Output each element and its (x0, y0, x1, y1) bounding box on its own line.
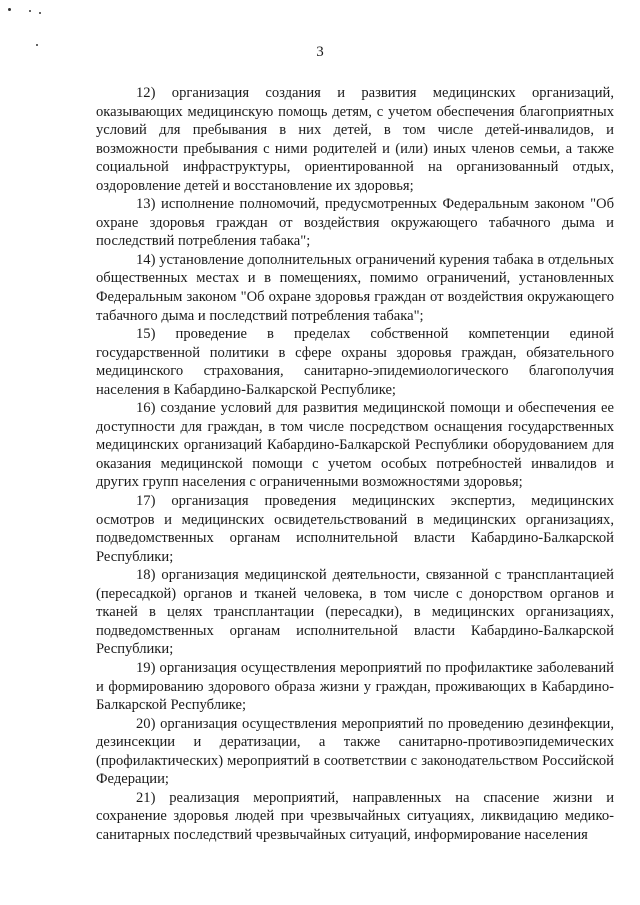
paragraph-item-19: 19) организация осуществления мероприятий по профилактике заболеваний и формированию здорового образа жизни у граждан, проживающих в Кабардино-Балкарской Республике; (96, 659, 614, 714)
document-body (96, 84, 614, 844)
page-number: 3 (316, 44, 324, 60)
paragraph-item-14: 14) установление дополнительных ограничений курения табака в отдельных общественных местах и в помещениях, помимо ограничений, установленных Федеральным законом "Об охране здоровья граждан от воздействия окружающего табачного дыма и последствий потребления табака"; (96, 251, 614, 324)
paragraph-item-21: 21) реализация мероприятий, направленных на спасение жизни и сохранение здоровья людей при чрезвычайных ситуациях, ликвидацию медико-санитарных последствий чрезвычайных ситуаций, информирование населения (96, 789, 614, 843)
paragraph-item-13: 13) исполнение полномочий, предусмотренных Федеральным законом "Об охране здоровья граждан от воздействия окружающего табачного дыма и последствий потребления табака"; (96, 196, 614, 250)
scan-speck (29, 10, 31, 12)
scan-speck (39, 12, 41, 14)
scan-speck (8, 8, 11, 11)
paragraph-item-17: 17) организация проведения медицинских экспертиз, медицинских осмотров и медицинских освидетельствований в медицинских организациях, подведомственных органам исполнительной власти Кабардино-Балкарской Республики; (96, 493, 614, 565)
paragraph-item-16: 16) создание условий для развития медицинской помощи и обеспечения ее доступности для граждан, в том числе посредством оснащения государственных медицинских организаций Кабардино-Балкарской Республики оборудованием для оказания медицинской помощи с учетом особых потребностей инвалидов и других групп населения с ограниченными возможностями здоровья; (96, 400, 614, 491)
paragraph-item-15: 15) проведение в пределах собственной компетенции единой государственной политики в сфере охраны здоровья граждан, обязательного медицинского страхования, санитарно-эпидемиологического благополучия населения в Кабардино-Балкарской Республике; (96, 326, 614, 398)
paragraph-item-20: 20) организация осуществления мероприятий по проведению дезинфекции, дезинсекции и дератизации, а также санитарно-противоэпидемических (профилактических) мероприятий в соответствии с законодательством Российской Федерации; (96, 715, 614, 788)
paragraph-item-18: 18) организация медицинской деятельности, связанной с трансплантацией (пересадкой) органов и тканей человека, в том числе с донорством органов и тканей в целях трансплантации (пересадки), в медицинских организациях, подведомственных органам исполнительной власти Кабардино-Балкарской Республики; (96, 567, 614, 658)
paragraph-item-12: 12) организация создания и развития медицинских организаций, оказывающих медицинскую помощь детям, с учетом обеспечения благоприятных условий для пребывания в них детей, в том числе детей-инвалидов, и возможности пребывания с ними родителей и (или) иных членов семьи, а также социальной инфраструктуры, ориентированной на организованный отдых, оздоровление детей и восстановление их здоровья; (96, 85, 614, 194)
